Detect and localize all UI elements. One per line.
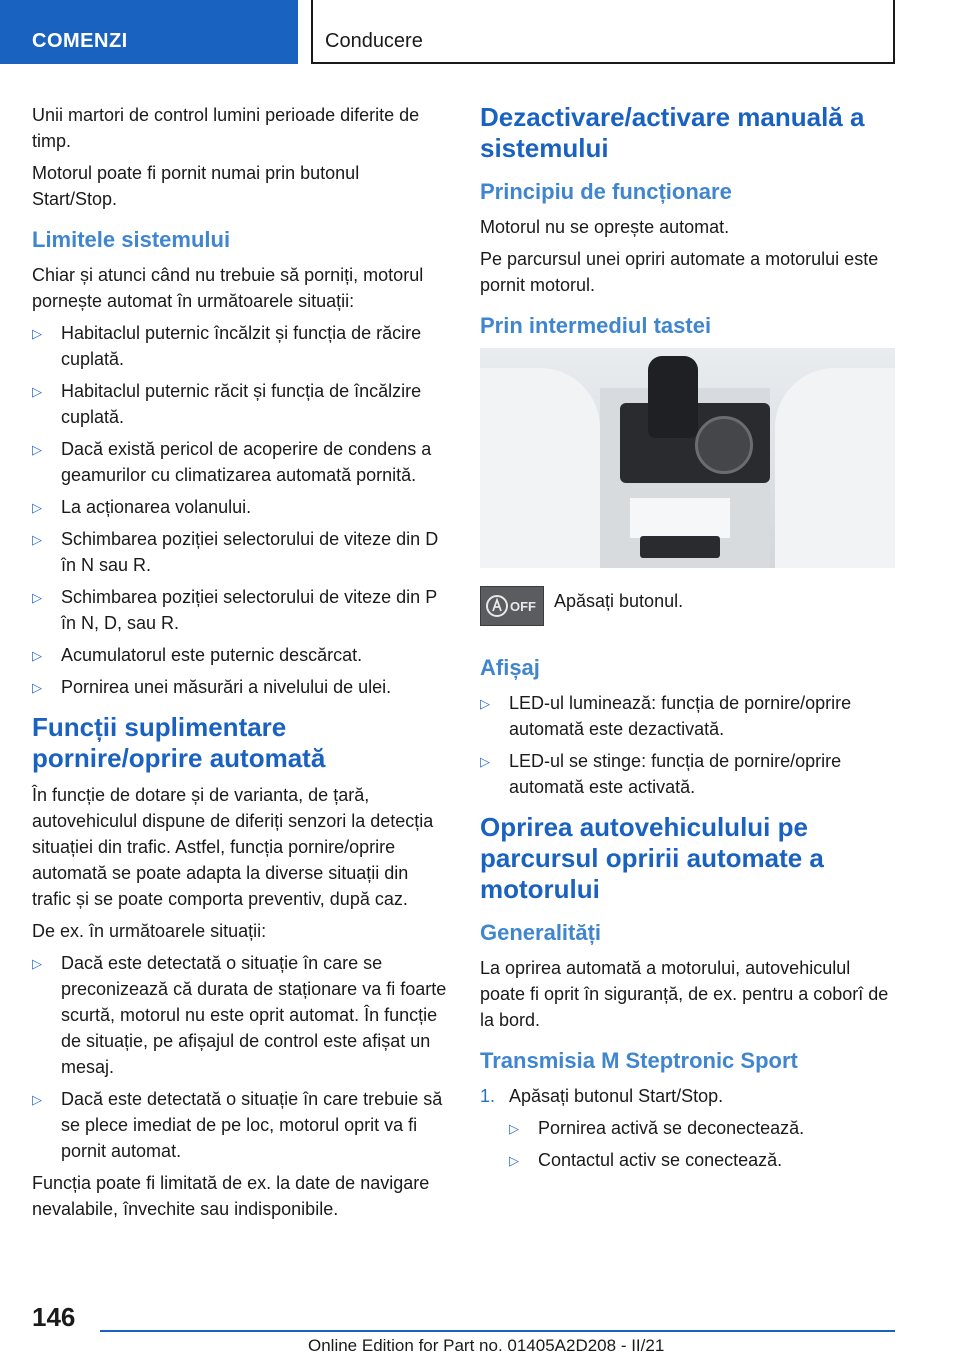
paragraph: De ex. în următoarele situații: bbox=[32, 921, 267, 941]
list-item: ▷ Dacă există pericol de acoperire de condens a geamurilor cu climatizarea automată pornită. bbox=[32, 436, 447, 488]
list-item: ▷ Acumulatorul este puternic descărcat. bbox=[32, 642, 447, 668]
list-item: ▷ Habitaclul puternic răcit și funcția de încălzire cuplată. bbox=[32, 378, 447, 430]
display-list bbox=[480, 690, 895, 800]
chapter-tab bbox=[311, 0, 895, 64]
chapter-title: Conducere bbox=[325, 30, 423, 52]
heading-transmission: Transmisia M Steptronic Sport bbox=[480, 1048, 798, 1073]
left-column bbox=[32, 102, 447, 1228]
step-number: 1. bbox=[480, 1086, 496, 1106]
substeps-list bbox=[509, 1115, 895, 1173]
list-item: ▷ LED-ul se stinge: funcția de pornire/oprire automată este activată. bbox=[480, 748, 895, 800]
svg-text:OFF: OFF bbox=[510, 599, 536, 614]
center-console-photo bbox=[480, 348, 895, 568]
paragraph: Motorul nu se oprește automat. bbox=[480, 217, 730, 237]
page-number: 146 bbox=[32, 1302, 76, 1332]
heading-general: Generalități bbox=[480, 920, 602, 945]
situations-list bbox=[32, 950, 447, 1164]
steps-list bbox=[480, 1083, 895, 1109]
list-item: ▷ La acționarea volanului. bbox=[32, 494, 447, 520]
section-title: COMENZI bbox=[32, 30, 128, 52]
heading-principle: Principiu de funcționare bbox=[480, 179, 732, 204]
paragraph: Pe parcursul unei opriri automate a motorului este pornit motorul. bbox=[480, 249, 879, 295]
list-item: ▷ Contactul activ se conectează. bbox=[509, 1147, 895, 1173]
right-column bbox=[480, 102, 895, 1179]
footer-edition: Online Edition for Part no. 01405A2D208 - II/21 bbox=[308, 1336, 665, 1355]
paragraph: Chiar și atunci când nu trebuie să porniți, motorul pornește automat în următoarele situații: bbox=[32, 265, 424, 311]
heading-display: Afișaj bbox=[480, 655, 540, 680]
paragraph: Unii martori de control lumini perioade diferite de timp. bbox=[32, 105, 420, 151]
paragraph: La oprirea automată a motorului, autovehiculul poate fi oprit în siguranță, de ex. pentru a coborî de la bord. bbox=[480, 958, 889, 1030]
section-tab bbox=[0, 0, 298, 64]
list-item: ▷ Pornirea activă se deconectează. bbox=[509, 1115, 895, 1141]
list-item: ▷ Pornirea unei măsurări a nivelului de ulei. bbox=[32, 674, 447, 700]
step-text: Apăsați butonul Start/Stop. bbox=[509, 1086, 724, 1106]
heading-via-key: Prin intermediul tastei bbox=[480, 313, 712, 338]
heading-stopping-vehicle: Oprirea autovehiculului pe parcursul opririi automate a motorului bbox=[480, 812, 824, 904]
list-item: ▷ Dacă este detectată o situație în care trebuie să se plece imediat de pe loc, motorul oprit va fi pornit automat. bbox=[32, 1086, 447, 1164]
limits-list bbox=[32, 320, 447, 700]
paragraph: Motorul poate fi pornit numai prin butonul Start/Stop. bbox=[32, 163, 360, 209]
heading-extra-functions: Funcții suplimentare pornire/oprire automată bbox=[32, 712, 326, 773]
list-item: ▷ Schimbarea poziției selectorului de viteze din D în N sau R. bbox=[32, 526, 447, 578]
list-item: ▷ Dacă este detectată o situație în care se preconizează că durata de staționare va fi foarte scurtă, motorul nu este oprit automat. În funcție de situație, pe afișajul de control este afișat un mesaj. bbox=[32, 950, 447, 1080]
button-instruction bbox=[480, 586, 895, 636]
list-item: ▷ Habitaclul puternic încălzit și funcția de răcire cuplată. bbox=[32, 320, 447, 372]
paragraph: Apăsați butonul. bbox=[554, 591, 684, 611]
list-item bbox=[480, 1083, 895, 1109]
paragraph: Funcția poate fi limitată de ex. la date de navigare nevalabile, învechite sau indisponibile. bbox=[32, 1173, 430, 1219]
auto-start-stop-off-icon bbox=[480, 586, 544, 626]
heading-system-limits: Limitele sistemului bbox=[32, 227, 231, 252]
heading-manual-toggle: Dezactivare/activare manuală a sistemului bbox=[480, 102, 865, 163]
list-item: ▷ LED-ul luminează: funcția de pornire/oprire automată este dezactivată. bbox=[480, 690, 895, 742]
list-item: ▷ Schimbarea poziției selectorului de viteze din P în N, D, sau R. bbox=[32, 584, 447, 636]
paragraph: În funcție de dotare și de varianta, de țară, autovehiculul dispune de diferiți senzori la detecția situației din trafic. Astfel, funcția pornire/oprire automată se poate adapta la diverse situații din trafic și se poate comporta preventiv, după caz. bbox=[32, 785, 434, 909]
footer-divider bbox=[100, 1330, 895, 1332]
